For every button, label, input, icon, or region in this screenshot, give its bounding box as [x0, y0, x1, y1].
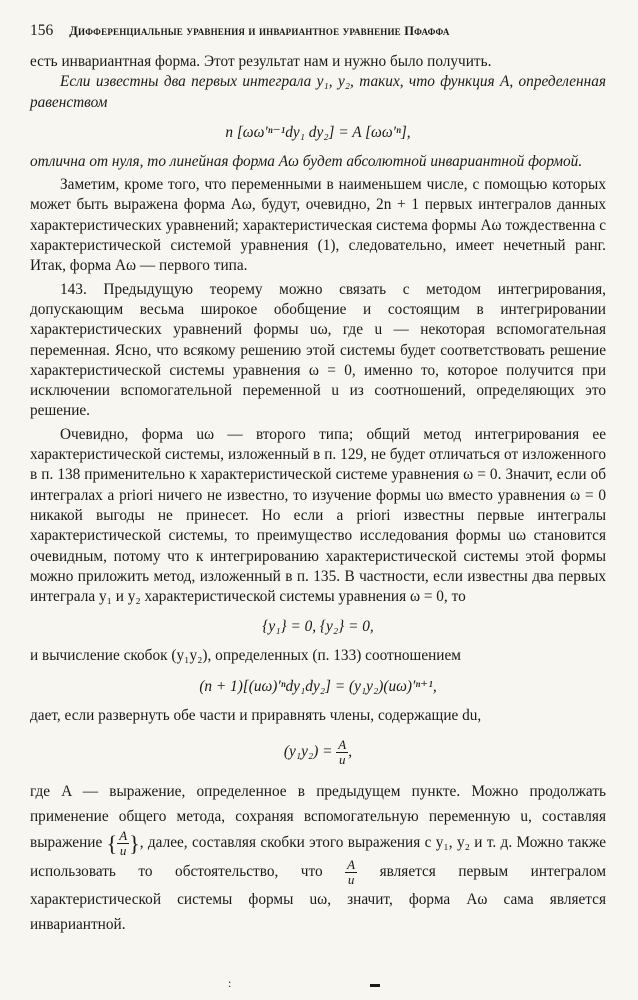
equation-1: n [ωω′ⁿ⁻¹dy₁ dy₂] = A [ωω′ⁿ], [225, 123, 411, 141]
page-number: 156 [30, 22, 54, 39]
equation-4-left: (y₁y₂) = [283, 743, 333, 761]
paragraph-9c: является первым интегралом характеристической системы формы uω, значит, форма Aω сама является инвариантной. [30, 863, 607, 934]
print-mark: : [228, 976, 232, 990]
fraction-a-over-u [336, 738, 348, 767]
running-title: Дифференциальные уравнения и инвариантное уравнение Пфаффа [69, 24, 450, 38]
inline-fraction-a-over-u-2 [345, 858, 357, 887]
paragraph-9b: , далее, составляя скобки этого выражения с y₁, y₂ и т. д. Можно также использовать то обстоятельство, что [30, 834, 606, 881]
paragraph-9a: где A — выражение, определенное в предыдущем пункте. Можно продолжать применение общего метода, сохраняя вспомогательную переменную u, составляя выражение [30, 783, 606, 852]
brace-open: { [106, 831, 118, 857]
equation-3: (n + 1)[(uω)′ⁿdy₁dy₂] = (y₁y₂)(uω)′ⁿ⁺¹, [199, 677, 437, 695]
inline-fraction-denominator: u [119, 843, 127, 859]
equation-4-tail: , [348, 743, 353, 761]
fraction-numerator: A [338, 737, 347, 753]
inline-fraction-numerator: A [119, 828, 128, 844]
equation-4 [30, 738, 606, 767]
fraction-denominator: u [339, 752, 346, 768]
paragraph-5-section-143: 143. Предыдущую теорему можно связать с методом интегрирования, допускающим весьма широкое обобщение и состоящим в интегрировании характеристических уравнений формы uω, где u — некоторая вспомогательная переменная. Ясно, что всякому решению этой системы будет соответствовать решение характеристической системы уравнения ω = 0, именно то, которое получится при исключении вспомогательной переменной u из соотношений, определяющих это решение. [30, 280, 606, 420]
running-header [30, 22, 606, 40]
equation-2: {y₁} = 0, {y₂} = 0, [262, 618, 374, 636]
inline-fraction-2-numerator: A [347, 857, 356, 873]
paragraph-2: Если известны два первых интеграла y₁, y₂, таких, что функция A, определенная равенством [30, 73, 606, 111]
paragraph-3: отлична от нуля, то линейная форма Aω будет абсолютной инвариантной формой. [30, 152, 583, 170]
brace-close: } [129, 831, 140, 857]
paragraph-6: Очевидно, форма uω — второго типа; общий метод интегрирования ее характеристической системы, изложенный в п. 129, не будет отличаться от изложенного в п. 138 применительно к характеристической системе уравнения ω = 0. Значит, если об интегралах a priori ничего не известно, то изучение формы uω вместо уравнения ω = 0 никакой выгоды не принесет. Но если a priori известны первые интегралы характеристической системы, то преимущество исследования формы uω становится очевидным, потому что к интегрированию характеристической системы этой формы можно приложить метод, изложенный в п. 135. В частности, если известны два первых интеграла y₁ и y₂ характеристической системы уравнения ω = 0, то [30, 425, 606, 606]
inline-fraction-a-over-u [117, 829, 129, 858]
inline-fraction-2-denominator: u [347, 872, 355, 888]
paragraph-1: есть инвариантная форма. Этот результат нам и нужно было получить. [30, 53, 492, 70]
paragraph-7: и вычисление скобок (y₁y₂), определенных (п. 133) соотношением [30, 647, 461, 665]
paragraph-9 [30, 779, 606, 937]
paragraph-8: дает, если развернуть обе части и приравнять члены, содержащие du, [30, 706, 482, 724]
paragraph-4: Заметим, кроме того, что переменными в наименьшем числе, с помощью которых может быть выражена форма Aω, будут, очевидно, 2n + 1 первых интегралов данных характеристических уравнений; характеристическая система формы Aω тождественна с характеристической системой уравнения (1), следовательно, имеет нечетный ранг. Итак, форма Aω — первого типа. [30, 176, 606, 275]
print-dash [370, 984, 380, 987]
